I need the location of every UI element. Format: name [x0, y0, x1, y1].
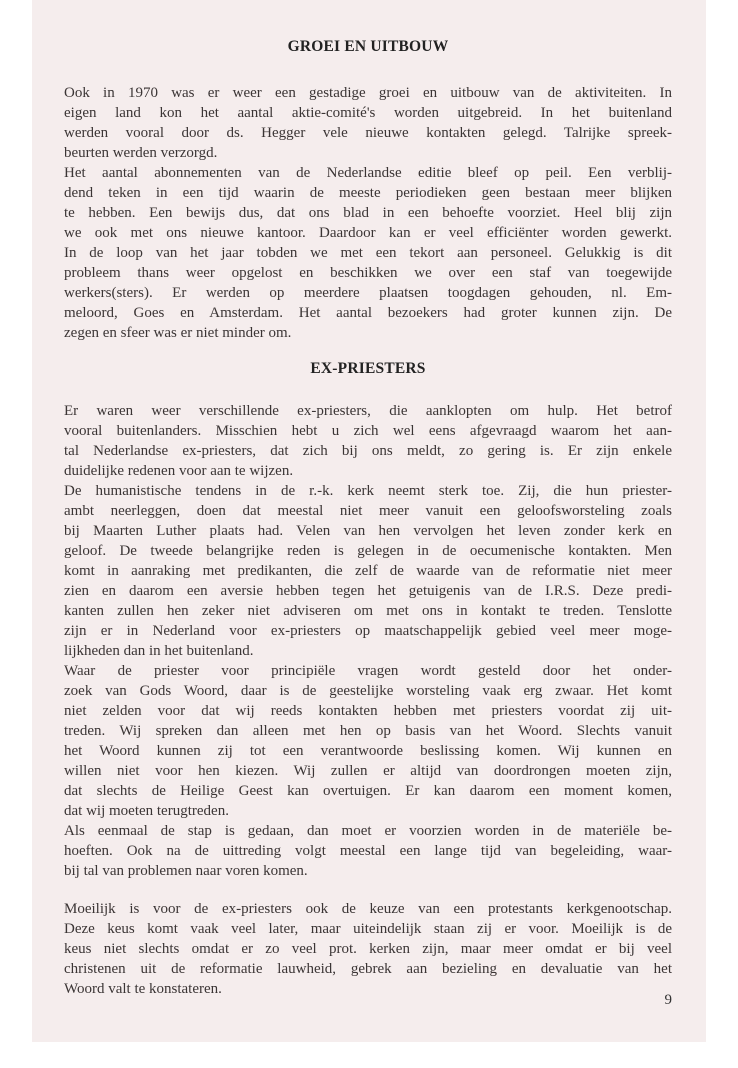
section-title-ex-priesters: EX-PRIESTERS: [310, 360, 426, 377]
text-line: geloof. De tweede belangrijke reden is gelegen in de oecumenische kontakten. Men: [64, 543, 672, 559]
paragraph: [64, 821, 672, 881]
paragraph: [64, 163, 672, 343]
text-line: lijkheden dan in het buitenland.: [64, 643, 254, 659]
text-line: Als eenmaal de stap is gedaan, dan moet er voorzien worden in de materiële be-: [64, 823, 672, 839]
text-line: zijn er in Nederland voor ex-priesters op maatschappelijk gebied veel meer moge-: [64, 623, 672, 639]
text-line: Waar de priester voor principiële vragen wordt gesteld door het onder-: [64, 663, 672, 679]
text-line: zoek van Gods Woord, daar is de geestelijke worsteling vaak erg zwaar. Het komt: [64, 683, 672, 699]
paragraph: [64, 83, 672, 163]
paragraph: [64, 401, 672, 481]
text-line: het Woord kunnen zij tot een verantwoorde beslissing komen. Wij kunnen en: [64, 743, 672, 759]
text-line: christenen uit de reformatie lauwheid, gebrek aan bezieling en devaluatie van het: [64, 961, 672, 977]
text-line: Er waren weer verschillende ex-priesters, die aanklopten om hulp. Het betrof: [64, 403, 672, 419]
text-line: Moeilijk is voor de ex-priesters ook de keuze van een protestants kerkgenootschap.: [64, 901, 672, 917]
text-line: dat slechts de Heilige Geest kan overtuigen. Er kan daarom een moment komen,: [64, 783, 672, 799]
text-line: dat wij moeten terugtreden.: [64, 803, 229, 819]
text-line: probleem thans weer opgelost en beschikken we over een staf van toegewijde: [64, 265, 672, 281]
page: [32, 0, 706, 1042]
text-line: werkers(sters). Er werden op meerdere plaatsen toogdagen gehouden, nl. Em-: [64, 285, 672, 301]
text-line: kanten zullen hen zeker niet adviseren om met ons in kontakt te treden. Tenslotte: [64, 603, 672, 619]
text-line: Deze keus komt vaak veel later, maar uiteindelijk staan zij er voor. Moeilijk is de: [64, 921, 672, 937]
text-line: treden. Wij spreken dan alleen met hen op basis van het Woord. Slechts vanuit: [64, 723, 672, 739]
text-line: meloord, Goes en Amsterdam. Het aantal bezoekers had groter kunnen zijn. De: [64, 305, 672, 321]
page-number: 9: [664, 992, 672, 1008]
text-column: [64, 0, 672, 1042]
text-line: bij tal van problemen naar voren komen.: [64, 863, 308, 879]
text-line: Ook in 1970 was er weer een gestadige groei en uitbouw van de aktiviteiten. In: [64, 85, 672, 101]
text-line: willen niet voor hen kiezen. Wij zullen er altijd van doordrongen moeten zijn,: [64, 763, 672, 779]
section-body-ex-priesters: [64, 401, 672, 999]
text-line: te hebben. Een bewijs dus, dat ons blad in een behoefte voorziet. Heel blij zijn: [64, 205, 672, 221]
text-line: ambt neerleggen, doen dat meestal niet meer vanuit een geloofsworsteling zoals: [64, 503, 672, 519]
paragraph: [64, 899, 672, 999]
text-line: Woord valt te konstateren.: [64, 981, 222, 997]
text-line: tal Nederlandse ex-priesters, dat zich bij ons meldt, zo gering is. Er zijn enkele: [64, 443, 672, 459]
text-line: we ook met ons nieuwe kantoor. Daardoor kan er veel efficiënter worden gewerkt.: [64, 225, 672, 241]
text-line: zegen en sfeer was er niet minder om.: [64, 325, 292, 341]
text-line: keus niet slechts omdat er zo veel prot. kerken zijn, maar meer omdat er bij veel: [64, 941, 672, 957]
text-line: Het aantal abonnementen van de Nederlandse editie bleef op peil. Een verblij-: [64, 165, 672, 181]
text-line: beurten werden verzorgd.: [64, 145, 218, 161]
paragraph: [64, 661, 672, 821]
text-line: eigen land kon het aantal aktie-comité's worden uitgebreid. In het buitenland: [64, 105, 672, 121]
text-line: zien en daarom een aversie hebben tegen het getuigenis van de I.R.S. Deze predi-: [64, 583, 672, 599]
text-line: dend teken in een tijd waarin de meeste periodieken geen bestaan meer blijken: [64, 185, 672, 201]
text-line: bij Maarten Luther plaats had. Velen van hen vervolgen het leven zonder kerk en: [64, 523, 672, 539]
text-line: hoeften. Ook na de uittreding volgt meestal een lange tijd van begeleiding, waar-: [64, 843, 672, 859]
section-title-groei: GROEI EN UITBOUW: [287, 38, 449, 55]
text-line: komt in aanraking met predikanten, die zelf de waarde van de reformatie niet meer: [64, 563, 672, 579]
text-line: In de loop van het jaar tobden we met een tekort aan personeel. Gelukkig is dit: [64, 245, 672, 261]
section-body-groei: [64, 83, 672, 343]
text-line: werden vooral door ds. Hegger vele nieuwe kontakten gelegd. Talrijke spreek-: [64, 125, 672, 141]
text-line: vooral buitenlanders. Misschien hebt u zich wel eens afgevraagd waarom het aan-: [64, 423, 672, 439]
paragraph: [64, 481, 672, 661]
text-line: duidelijke redenen voor aan te wijzen.: [64, 463, 294, 479]
text-line: niet zelden voor dat wij reeds kontakten hebben met priesters voordat zij uit-: [64, 703, 672, 719]
text-line: De humanistische tendens in de r.-k. kerk neemt sterk toe. Zij, die hun priester-: [64, 483, 672, 499]
